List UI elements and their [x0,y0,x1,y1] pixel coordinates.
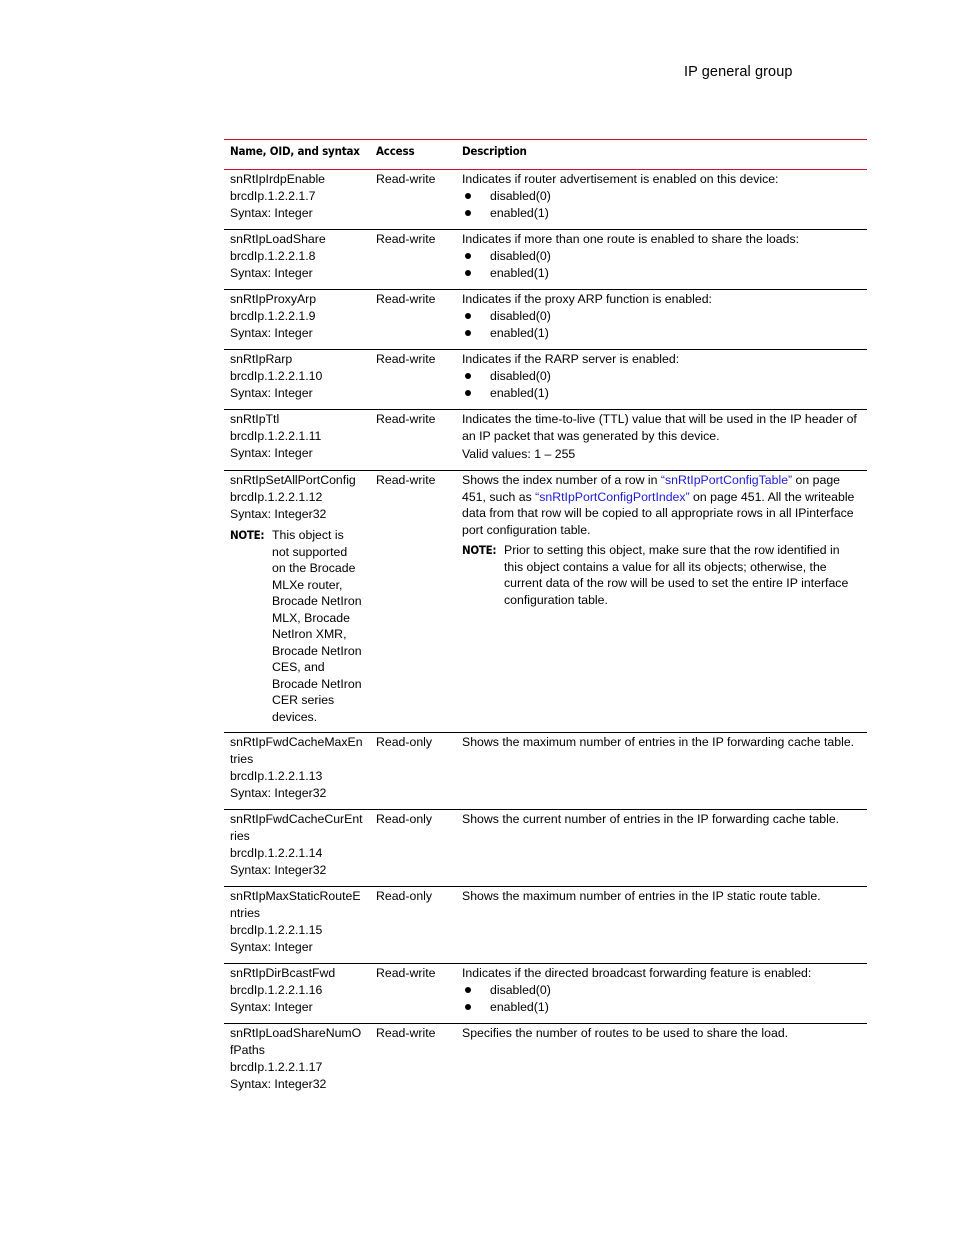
object-syntax: Syntax: Integer [230,446,313,460]
access-cell: Read-write [370,471,456,733]
name-cell [224,471,370,733]
description-cell [456,964,867,1024]
table-row [224,230,867,290]
object-name: snRtIpMaxStaticRouteEntries [230,889,361,920]
name-cell [224,170,370,230]
object-oid: brcdIp.1.2.2.1.11 [230,429,322,443]
column-header-access: Access [370,140,456,170]
object-syntax: Syntax: Integer [230,940,313,954]
object-syntax: Syntax: Integer32 [230,786,327,800]
cross-reference-link[interactable]: “snRtIpPortConfigPortIndex” [535,489,690,504]
name-cell [224,887,370,964]
note-label: NOTE: [230,528,265,542]
table-row [224,290,867,350]
object-name: snRtIpSetAllPortConfig [230,473,356,487]
description-cell [456,350,867,410]
description-text: Indicates the time-to-live (TTL) value that will be used in the IP header of an IP packet that was generated by this device. [462,412,857,443]
column-header-name: Name, OID, and syntax [224,140,370,170]
table-row [224,350,867,410]
name-cell [224,290,370,350]
list-item: disabled(0) [462,982,861,999]
name-cell [224,964,370,1024]
note-label: NOTE: [462,543,497,557]
object-oid: brcdIp.1.2.2.1.13 [230,769,323,783]
object-oid: brcdIp.1.2.2.1.7 [230,189,316,203]
access-cell: Read-only [370,810,456,887]
object-syntax: Syntax: Integer [230,326,313,340]
access-cell: Read-write [370,290,456,350]
name-cell [224,733,370,810]
object-syntax: Syntax: Integer32 [230,1077,327,1091]
value-list [462,368,861,402]
description-cell [456,170,867,230]
object-syntax: Syntax: Integer32 [230,507,327,521]
object-syntax: Syntax: Integer32 [230,863,327,877]
object-name: snRtIpTtl [230,412,280,426]
list-item: enabled(1) [462,265,861,282]
table-header-row [224,140,867,170]
description-cell [456,471,867,733]
description-text-part: Shows the index number of a row in [462,473,661,487]
description-cell [456,410,867,471]
object-name: snRtIpFwdCacheMaxEntries [230,735,363,766]
note-text: Prior to setting this object, make sure that the row identified in this object contains a value for all its objects; otherwise, the current data of the row will be used to set the entire IP interface configuration table. [504,543,849,607]
description-cell [456,887,867,964]
access-cell: Read-write [370,170,456,230]
description-cell [456,290,867,350]
name-cell [224,410,370,471]
cross-reference-link[interactable]: “snRtIpPortConfigTable” [660,473,793,487]
value-list [462,248,861,282]
description-text: Indicates if the directed broadcast forwarding feature is enabled: [462,966,812,980]
description-cell [456,230,867,290]
description-text: Indicates if router advertisement is enabled on this device: [462,172,779,186]
object-name: snRtIpLoadShare [230,232,326,246]
object-syntax: Syntax: Integer [230,266,313,280]
object-syntax: Syntax: Integer [230,1000,313,1014]
list-item: enabled(1) [462,385,861,402]
name-cell [224,350,370,410]
value-list [462,188,861,222]
description-text: Shows the maximum number of entries in the IP static route table. [462,889,821,903]
value-list [462,308,861,342]
name-note [230,527,364,725]
note-text: This object is not supported on the Brocade MLXe router, Brocade NetIron MLX, Brocade NetIron XMR, Brocade NetIron CES, and Brocade NetIron CER series devices. [272,528,362,724]
list-item: enabled(1) [462,999,861,1016]
table-row [224,964,867,1024]
description-text: Indicates if more than one route is enabled to share the loads: [462,232,800,246]
column-header-description: Description [456,140,867,170]
description-text: Indicates if the RARP server is enabled: [462,352,680,366]
object-name: snRtIpFwdCacheCurEntries [230,812,363,843]
object-oid: brcdIp.1.2.2.1.8 [230,249,316,263]
description-text-part: on page 451, such as [462,473,841,504]
object-oid: brcdIp.1.2.2.1.14 [230,846,323,860]
object-oid: brcdIp.1.2.2.1.17 [230,1060,323,1074]
access-cell: Read-write [370,230,456,290]
object-oid: brcdIp.1.2.2.1.10 [230,369,323,383]
list-item: disabled(0) [462,308,861,325]
description-cell [456,1024,867,1101]
description-text: Shows the current number of entries in the IP forwarding cache table. [462,812,840,826]
table-row [224,1024,867,1101]
object-name: snRtIpDirBcastFwd [230,966,336,980]
description-note [462,542,861,608]
description-text: Indicates if the proxy ARP function is enabled: [462,292,712,306]
object-syntax: Syntax: Integer [230,206,313,220]
description-text [462,472,861,538]
object-oid: brcdIp.1.2.2.1.15 [230,923,323,937]
list-item: enabled(1) [462,205,861,222]
description-text: Shows the maximum number of entries in the IP forwarding cache table. [462,735,855,749]
access-cell: Read-write [370,350,456,410]
list-item: enabled(1) [462,325,861,342]
access-cell: Read-write [370,410,456,471]
list-item: disabled(0) [462,188,861,205]
access-cell: Read-write [376,1026,436,1040]
description-text: Specifies the number of routes to be used to share the load. [462,1026,789,1040]
name-cell [224,1024,370,1101]
running-header: IP general group [684,64,793,80]
value-list [462,982,861,1016]
description-cell [456,733,867,810]
object-name: snRtIpLoadShareNumOfPaths [230,1026,362,1057]
list-item: disabled(0) [462,368,861,385]
object-oid: brcdIp.1.2.2.1.9 [230,309,316,323]
object-name: snRtIpRarp [230,352,293,366]
table-row [224,170,867,230]
table-row [224,887,867,964]
object-name: snRtIpIrdpEnable [230,172,326,186]
table-row [224,410,867,471]
mib-object-table [224,139,867,1100]
table-row [224,810,867,887]
description-cell [456,810,867,887]
object-name: snRtIpProxyArp [230,292,317,306]
access-cell: Read-only [370,887,456,964]
name-cell [224,810,370,887]
access-cell: Read-only [370,733,456,810]
object-oid: brcdIp.1.2.2.1.16 [230,983,323,997]
access-cell: Read-write [370,964,456,1024]
table-row [224,733,867,810]
list-item: disabled(0) [462,248,861,265]
name-cell [224,230,370,290]
object-syntax: Syntax: Integer [230,386,313,400]
table-row [224,471,867,733]
object-oid: brcdIp.1.2.2.1.12 [230,490,323,504]
description-text-part: on page 451. All the writeable data from that row will be copied to all appropriate rows in all IPinterface port configuration table. [462,489,855,537]
valid-values: Valid values: 1 – 255 [462,447,576,461]
